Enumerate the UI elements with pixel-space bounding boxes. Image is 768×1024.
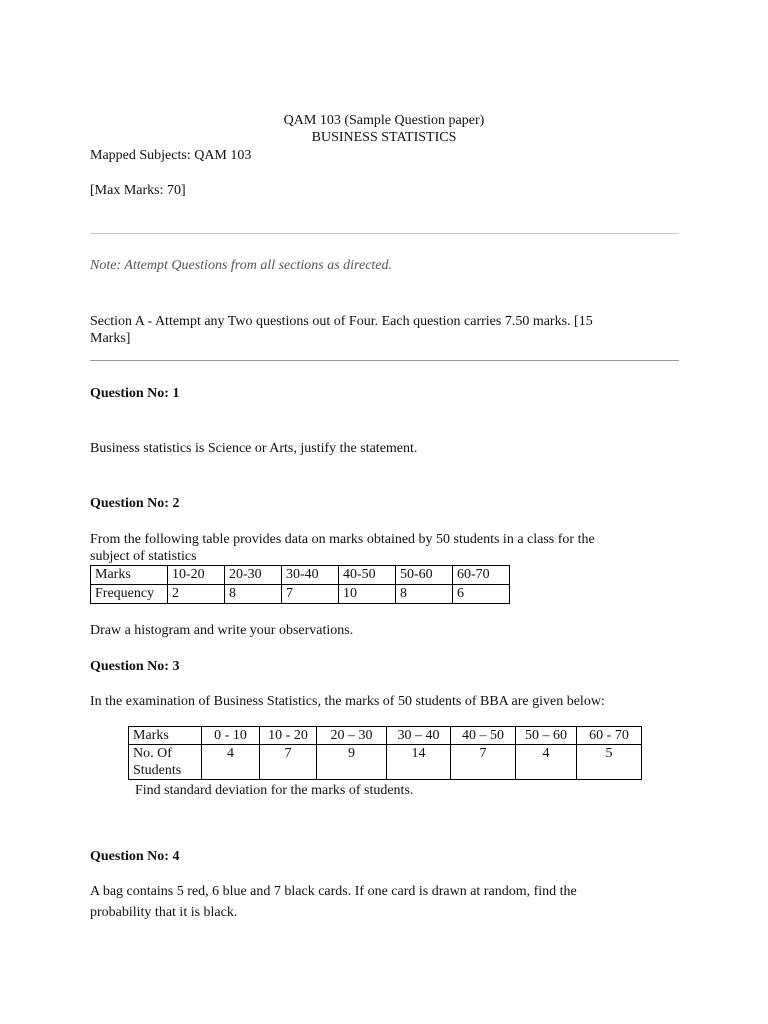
table-cell: 7 bbox=[282, 585, 339, 604]
label-line: No. Of bbox=[133, 746, 172, 761]
table-cell: 0 - 10 bbox=[202, 727, 260, 745]
table-cell: 7 bbox=[260, 745, 317, 780]
table-cell: 5 bbox=[577, 745, 642, 780]
question-4-text-line1: A bag contains 5 red, 6 blue and 7 black cards. If one card is drawn at random, find the bbox=[90, 884, 577, 899]
table-cell: 2 bbox=[168, 585, 225, 604]
table-cell: 30 – 40 bbox=[387, 727, 451, 745]
frequency-table bbox=[90, 565, 510, 604]
divider-top bbox=[90, 233, 679, 234]
question-4-text-line2: probability that it is black. bbox=[90, 905, 238, 920]
table-cell: 30-40 bbox=[282, 566, 339, 585]
question-3-text: In the examination of Business Statistics, the marks of 50 students of BBA are given below: bbox=[90, 694, 605, 709]
table-cell: 6 bbox=[453, 585, 510, 604]
table-cell: 14 bbox=[387, 745, 451, 780]
table-cell: 50-60 bbox=[396, 566, 453, 585]
table-cell: 7 bbox=[451, 745, 516, 780]
question-2-text-line2: subject of statistics bbox=[90, 549, 197, 564]
table-cell: 4 bbox=[202, 745, 260, 780]
max-marks: [Max Marks: 70] bbox=[90, 183, 186, 198]
question-1-heading: Question No: 1 bbox=[90, 386, 180, 401]
table-cell: 8 bbox=[225, 585, 282, 604]
paper-subject-title: BUSINESS STATISTICS bbox=[311, 130, 457, 145]
mapped-subjects: Mapped Subjects: QAM 103 bbox=[90, 148, 252, 163]
table-cell: 10 - 20 bbox=[260, 727, 317, 745]
table-cell: Frequency bbox=[91, 585, 168, 604]
section-a-heading-line1: Section A - Attempt any Two questions out of Four. Each question carries 7.50 marks. [15 bbox=[90, 314, 593, 329]
table-cell: 40 – 50 bbox=[451, 727, 516, 745]
table-row bbox=[129, 727, 642, 745]
table-cell: Marks bbox=[91, 566, 168, 585]
table-cell: 60-70 bbox=[453, 566, 510, 585]
paper-code-title: QAM 103 (Sample Question paper) bbox=[283, 113, 485, 128]
table-cell-label bbox=[129, 745, 202, 780]
table-cell: 9 bbox=[317, 745, 387, 780]
divider-section-a bbox=[90, 360, 679, 361]
question-1-text: Business statistics is Science or Arts, justify the statement. bbox=[90, 441, 418, 456]
question-2-text-line1: From the following table provides data on marks obtained by 50 students in a class for the bbox=[90, 532, 595, 547]
question-2-instruction: Draw a histogram and write your observations. bbox=[90, 623, 354, 638]
table-cell: 40-50 bbox=[339, 566, 396, 585]
table-cell: 50 – 60 bbox=[516, 727, 577, 745]
table-cell: 60 - 70 bbox=[577, 727, 642, 745]
table-cell: 10-20 bbox=[168, 566, 225, 585]
table-cell: 20 – 30 bbox=[317, 727, 387, 745]
question-4-heading: Question No: 4 bbox=[90, 849, 180, 864]
table-cell: 20-30 bbox=[225, 566, 282, 585]
table-cell: 10 bbox=[339, 585, 396, 604]
marks-distribution-table bbox=[128, 726, 642, 780]
instructions-note: Note: Attempt Questions from all sections as directed. bbox=[90, 258, 393, 273]
section-a-heading-line2: Marks] bbox=[90, 331, 131, 346]
table-row bbox=[129, 745, 642, 780]
question-2-heading: Question No: 2 bbox=[90, 496, 180, 511]
question-3-heading: Question No: 3 bbox=[90, 659, 180, 674]
table-cell: Marks bbox=[129, 727, 202, 745]
table-row bbox=[91, 585, 510, 604]
table-row bbox=[91, 566, 510, 585]
table-cell: 8 bbox=[396, 585, 453, 604]
label-line: Students bbox=[133, 763, 182, 778]
question-3-instruction: Find standard deviation for the marks of students. bbox=[135, 783, 414, 798]
table-cell: 4 bbox=[516, 745, 577, 780]
